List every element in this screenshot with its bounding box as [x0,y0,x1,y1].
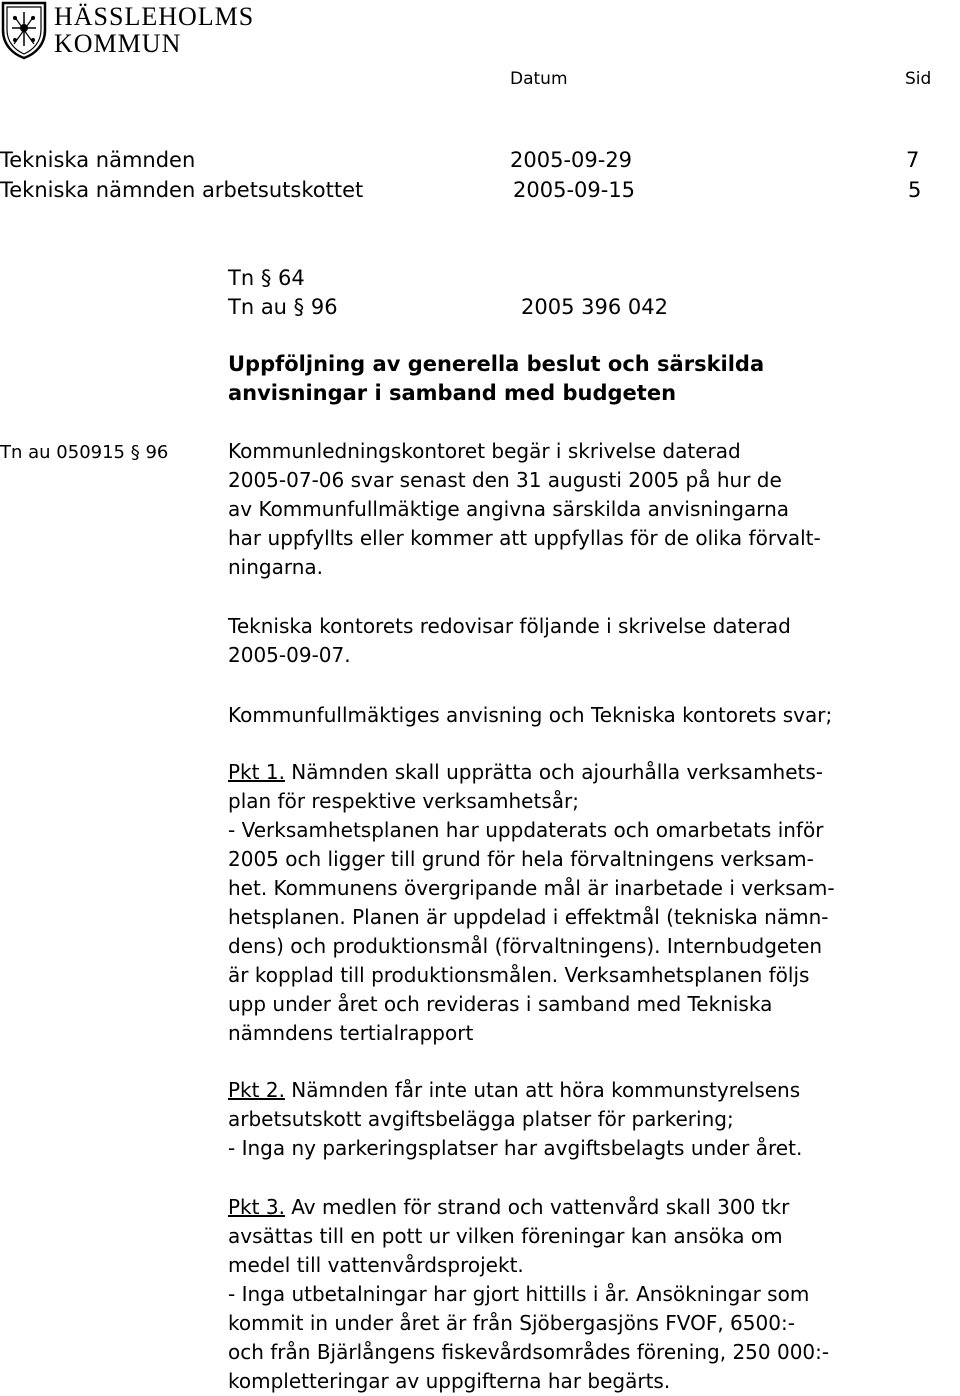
text-line: kommit in under året är från Sjöbergasjöns FVOF, 6500:- [228,1311,795,1335]
title-line: anvisningar i samband med budgeten [228,381,677,405]
text-line: 2005-09-07. [228,643,351,667]
intro-paragraph [228,437,953,582]
text-line: arbetsutskott avgiftsbelägga platser för parkering; [228,1107,734,1131]
pkt3-label: Pkt 3. [228,1195,285,1219]
text-line: 2005-07-06 svar senast den 31 augusti 2005 på hur de [228,468,782,492]
pkt1-label: Pkt 1. [228,760,285,784]
pkt2-label: Pkt 2. [228,1078,285,1102]
text-line: avsättas till en pott ur vilken föreningar kan ansöka om [228,1224,783,1248]
pkt1-first-line: Nämnden skall upprätta och ajourhålla verksamhets- [284,760,824,784]
logo-line1: HÄSSLEHOLMS [54,2,255,31]
text-line: medel till vattenvårdsprojekt. [228,1253,524,1277]
text-line: av Kommunfullmäktige angivna särskilda anvisningarna [228,497,790,521]
case-number: 2005 396 042 [521,295,668,319]
ref-tn: Tn § 64 [228,266,305,290]
ref-tn-au: Tn au § 96 [228,295,338,319]
text-line: ningarna. [228,555,324,579]
text-line: - Inga utbetalningar har gjort hittills i år. Ansökningar som [228,1282,810,1306]
logo-line2: KOMMUN [54,29,182,58]
report-paragraph [228,612,953,670]
pkt2-section [228,1076,953,1163]
meeting-2-name: Tekniska nämnden arbetsutskottet [0,178,364,202]
meeting-1-name: Tekniska nämnden [0,148,196,172]
text-line: har uppfyllts eller kommer att uppfyllas för de olika förvalt- [228,526,821,550]
pkt3-section [228,1193,953,1396]
text-line: dens) och produktionsmål (förvaltningens). Internbudgeten [228,934,823,958]
municipality-logo [0,0,255,62]
text-line: - Inga ny parkeringsplatser har avgiftsbelagts under året. [228,1136,803,1160]
pkt2-first-line: Nämnden får inte utan att höra kommunstyrelsens [284,1078,801,1102]
meeting-2-date: 2005-09-15 [513,178,636,202]
text-line: het. Kommunens övergripande mål är inarbetade i verksam- [228,876,835,900]
pkt3-first-line: Av medlen för strand och vattenvård skall 300 tkr [284,1195,790,1219]
text-line: plan för respektive verksamhetsår; [228,789,579,813]
sid-label: Sid [905,69,932,89]
datum-label: Datum [510,69,568,89]
text-line: hetsplanen. Planen är uppdelad i effektmål (tekniska nämn- [228,905,829,929]
pkt1-section [228,758,953,1048]
text-line: 2005 och ligger till grund för hela förvaltningens verksam- [228,847,814,871]
meeting-1-date: 2005-09-29 [510,148,633,172]
text-line: - Verksamhetsplanen har uppdaterats och omarbetats inför [228,818,824,842]
section-heading: Kommunfullmäktiges anvisning och Tekniska kontorets svar; [228,703,833,727]
title-line: Uppföljning av generella beslut och särskilda [228,352,765,376]
text-line: och från Bjärlångens fiskevårdsområdes förening, 250 000:- [228,1340,830,1364]
margin-note: Tn au 050915 § 96 [0,442,169,463]
text-line: nämndens tertialrapport [228,1021,474,1045]
text-line: är kopplad till produktionsmålen. Verksamhetsplanen följs [228,963,810,987]
text-line: kompletteringar av uppgifterna har begärts. [228,1369,671,1393]
coat-of-arms-icon [0,0,48,60]
text-line: upp under året och revideras i samband med Tekniska [228,992,773,1016]
meeting-1-page: 7 [906,148,920,172]
meeting-2-page: 5 [908,178,922,202]
text-line: Tekniska kontorets redovisar följande i skrivelse daterad [228,614,791,638]
page-title [228,350,953,408]
text-line: Kommunledningskontoret begär i skrivelse daterad [228,439,741,463]
